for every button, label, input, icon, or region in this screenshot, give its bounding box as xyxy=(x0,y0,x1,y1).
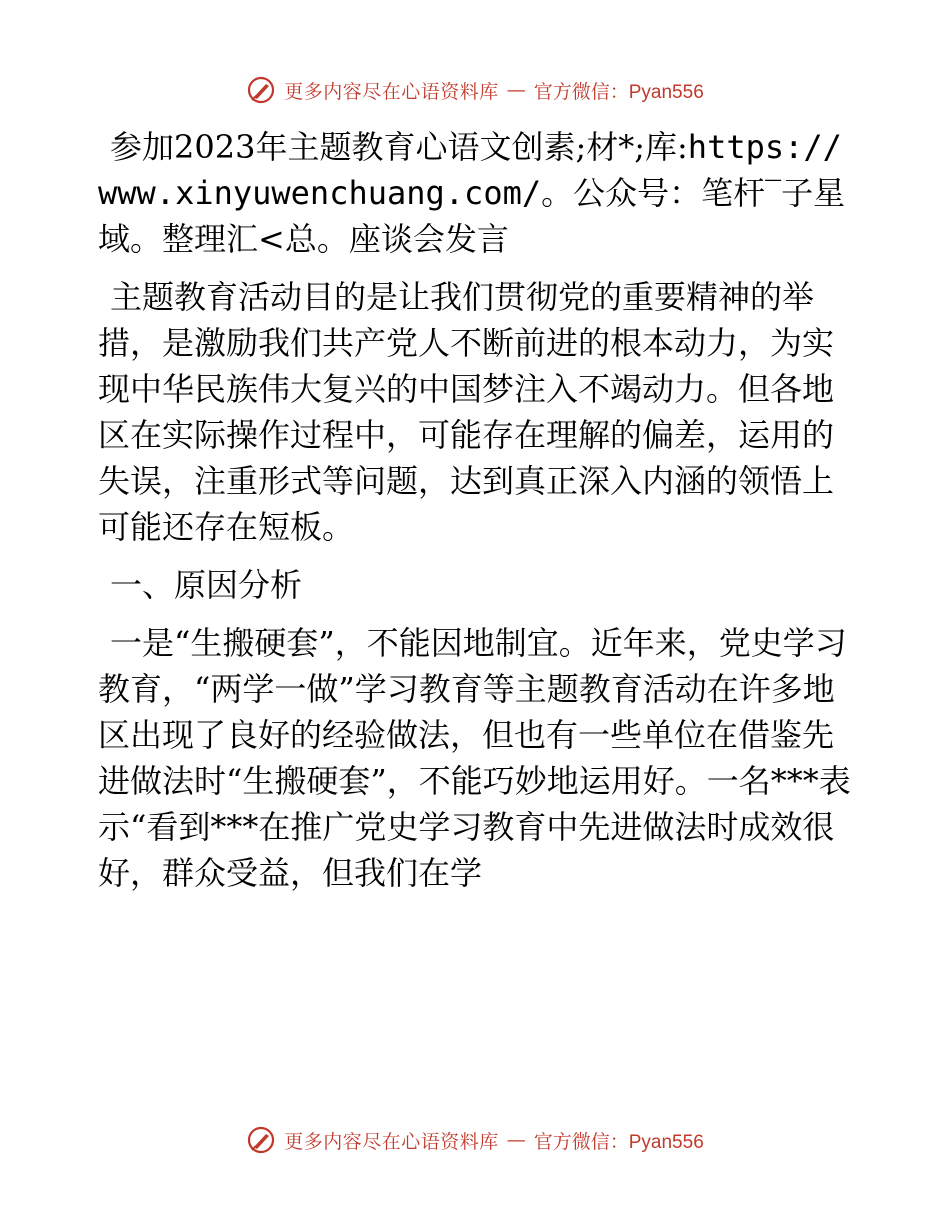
header-banner-text: 更多内容尽在心语资料库 xyxy=(284,80,499,103)
footer-banner-text: 更多内容尽在心语资料库 xyxy=(284,1130,499,1153)
quill-logo-icon xyxy=(246,1125,276,1155)
paragraph-1: 主题教育活动目的是让我们贯彻党的重要精神的举措，是激励我们共产党人不断前进的根本动力，为实现中华民族伟大复兴的中国梦注入不竭动力。但各地区在实际操作过程中，可能存在理解的偏差，运用的失误，注重形式等问题，达到真正深入内涵的领悟上可能还存在短板。 xyxy=(98,278,835,546)
footer-banner-separator: — xyxy=(506,1129,526,1151)
section-1-title: 一、原因分析 xyxy=(110,566,303,604)
intro-line1: 参加2023年主题教育心语文创素;材*;库: xyxy=(110,128,688,166)
document-body xyxy=(98,124,858,908)
footer-banner-inner xyxy=(246,1125,704,1155)
header-banner xyxy=(0,70,950,110)
footer-banner-wechat: 官方微信：Pyan556 xyxy=(533,1131,704,1153)
intro-line2: 公众号：笔杆‾子星域。整理汇<总。座谈会发言 xyxy=(98,174,846,258)
intro-paragraph xyxy=(98,124,858,262)
intro-url-link[interactable]: https://www.xinyuwenchuang.com/。 xyxy=(98,128,842,212)
header-banner-wechat: 官方微信：Pyan556 xyxy=(533,81,704,103)
quill-logo-icon xyxy=(246,75,276,105)
header-banner-separator: — xyxy=(506,79,526,101)
paragraph-2: 一是“生搬硬套”，不能因地制宜。近年来，党史学习教育，“两学一做”学习教育等主题教育活动在许多地区出现了良好的经验做法，但也有一些单位在借鉴先进做法时“生搬硬套”，不能巧妙地运用好。一名***表示“看到***在推广党史学习教育中先进做法时成效很好，群众受益，但我们在学 xyxy=(98,624,851,892)
header-banner-inner xyxy=(246,75,704,105)
footer-banner xyxy=(0,1120,950,1160)
